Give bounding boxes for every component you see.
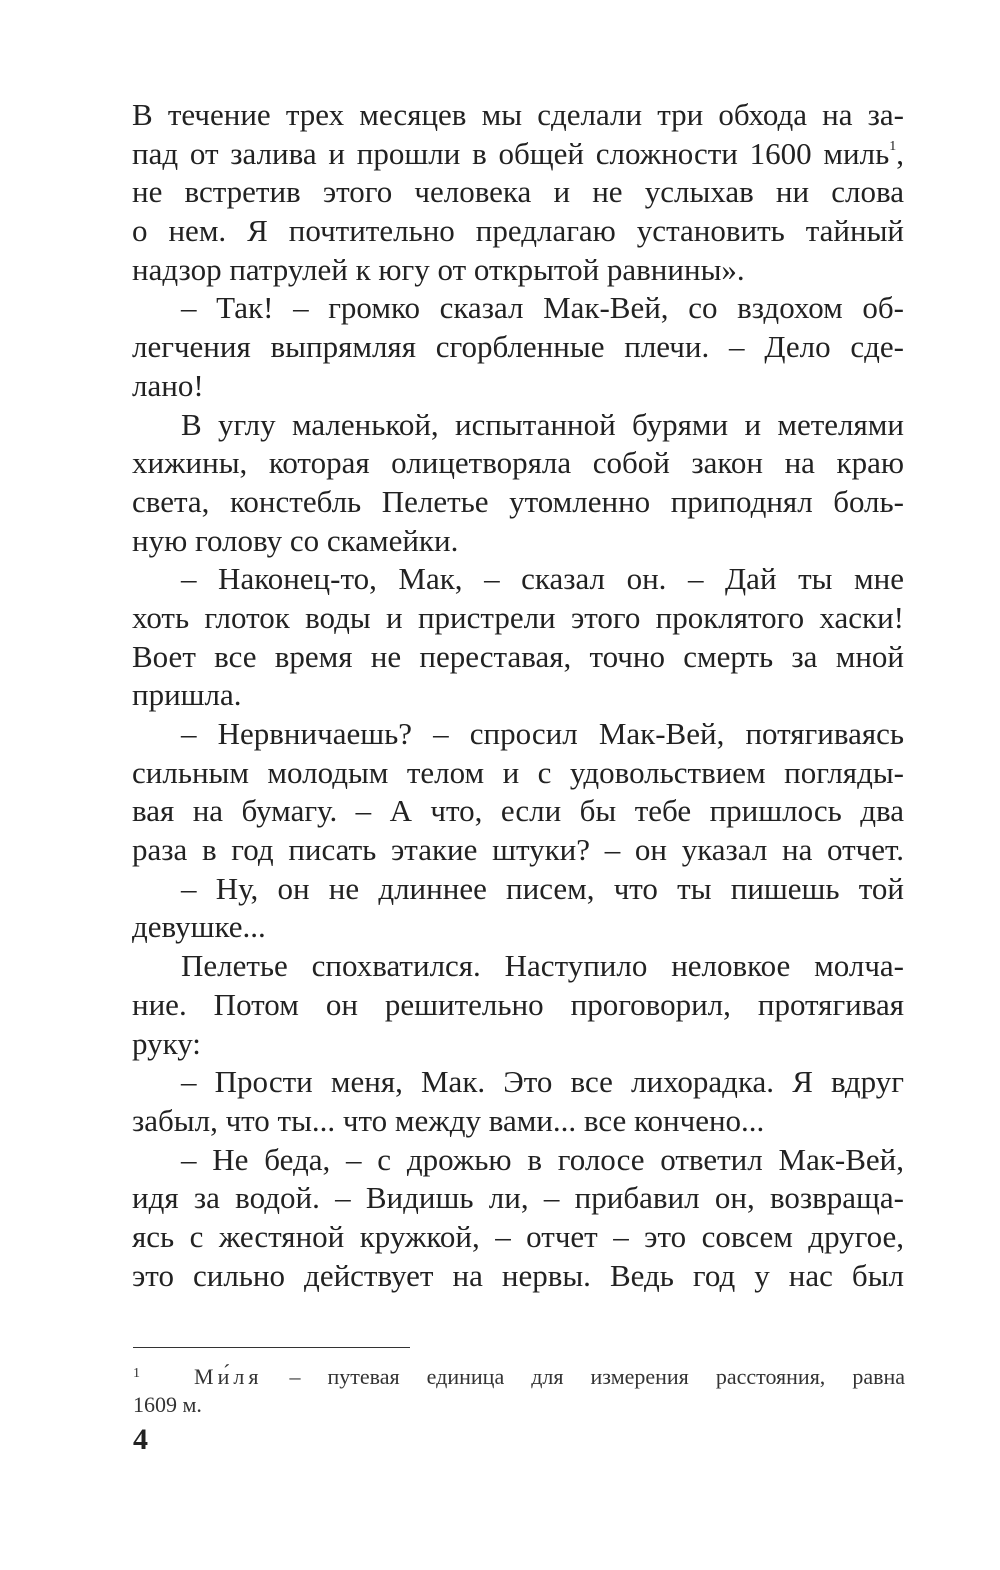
text-line: руку: — [132, 1025, 201, 1061]
text-line: хоть глоток воды и пристрели этого проклятого хаски! — [132, 599, 904, 635]
footnote-line: 1609 м. — [133, 1392, 202, 1417]
text-line: хижины, которая олицетворяла собой закон на краю — [132, 445, 904, 481]
footnote-reference-comma: , — [896, 135, 904, 171]
footnote — [133, 1358, 905, 1420]
footnote-divider — [133, 1347, 410, 1348]
footnote-text: – путевая единица для измерения расстояния, равна — [289, 1364, 906, 1389]
text-line: В течение трех месяцев мы сделали три обхода на за- — [132, 97, 904, 132]
page-number: 4 — [133, 1423, 148, 1456]
text-line: надзор патрулей к югу от открытой равнины». — [132, 251, 745, 287]
text-line: идя за водой. – Видишь ли, – прибавил он, возвраща- — [132, 1180, 904, 1216]
text-line: В углу маленькой, испытанной бурями и метелями — [181, 406, 904, 442]
text-line: не встретив этого человека и не услыхав ни слова — [132, 174, 904, 210]
body-text — [132, 96, 904, 1295]
footnote-reference[interactable]: 1 — [889, 138, 897, 154]
text-line: ясь с жестяной кружкой, – отчет – это совсем другое, — [132, 1218, 904, 1254]
text-line: – Наконец-то, Мак, – сказал он. – Дай ты мне — [181, 561, 904, 597]
text-line: света, констебль Пелетье утомленно приподнял боль- — [132, 483, 904, 519]
text-line: – Прости меня, Мак. Это все лихорадка. Я вдруг — [181, 1064, 904, 1100]
text-line: раза в год писать этакие штуки? – он указал на отчет. — [132, 832, 904, 868]
text-line: это сильно действует на нервы. Ведь год у нас был — [132, 1257, 904, 1293]
text-line: лано! — [132, 367, 204, 403]
footnote-marker: 1 — [133, 1366, 140, 1381]
text-line: забыл, что ты... что между вами... все кончено... — [132, 1102, 765, 1138]
text-line: пришла. — [132, 677, 242, 713]
text-line: ние. Потом он решительно проговорил, протягивая — [132, 986, 904, 1022]
text-line: сильным молодым телом и с удовольствием погляды- — [132, 754, 904, 790]
text-line: ную голову со скамейки. — [132, 522, 459, 558]
text-line-content: пад от залива и прошли в общей сложности 1600 миль — [132, 135, 890, 171]
text-line: – Не беда, – с дрожью в голосе ответил Мак-Вей, — [181, 1141, 904, 1177]
text-line: – Так! – громко сказал Мак-Вей, со вздохом об- — [181, 290, 904, 326]
text-line: – Нервничаешь? – спросил Мак-Вей, потягиваясь — [181, 716, 904, 751]
footnote-term: Ми́ля — [194, 1364, 263, 1389]
text-line: легчения выпрямляя сгорбленные плечи. – Дело сде- — [132, 329, 904, 365]
text-line: о нем. Я почтительно предлагаю установить тайный — [132, 213, 904, 249]
text-line: вая на бумагу. – А что, если бы тебе пришлось два — [132, 793, 904, 829]
text-line: Воет все время не переставая, точно смерть за мной — [132, 638, 904, 674]
footnote-line — [133, 1358, 905, 1389]
text-line: Пелетье спохватился. Наступило неловкое молча- — [181, 948, 904, 984]
text-line: девушке... — [132, 909, 266, 945]
text-line: – Ну, он не длиннее писем, что ты пишешь той — [181, 870, 904, 906]
text-line — [132, 135, 904, 174]
